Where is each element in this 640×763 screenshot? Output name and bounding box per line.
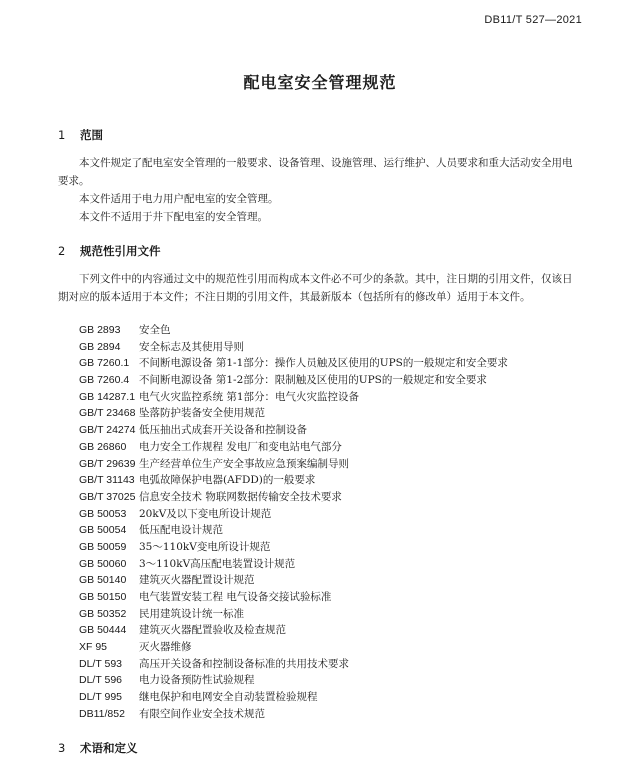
reference-title: 20kV及以下变电所设计规范 xyxy=(139,507,272,520)
reference-title: 建筑灭火器配置验收及检查规范 xyxy=(139,624,286,637)
reference-title: 电力安全工作规程 发电厂和变电站电气部分 xyxy=(139,440,342,453)
reference-item xyxy=(79,706,508,723)
reference-item xyxy=(79,556,508,573)
reference-item xyxy=(79,672,508,689)
reference-code: GB 50150 xyxy=(79,591,127,603)
section-1-heading xyxy=(58,127,103,143)
reference-title: 3～110kV高压配电装置设计规范 xyxy=(139,557,296,570)
reference-item xyxy=(79,389,508,406)
reference-title: 电气火灾监控系统 第1部分：电气火灾监控设备 xyxy=(139,390,360,403)
reference-code: GB 26860 xyxy=(79,440,127,453)
reference-code: GB 7260.1 xyxy=(79,357,130,370)
reference-title: 灭火器维修 xyxy=(139,641,192,654)
section-title: 规范性引用文件 xyxy=(80,244,161,258)
reference-list xyxy=(79,322,508,723)
reference-item xyxy=(79,522,508,539)
reference-item xyxy=(79,489,508,506)
scope-paragraph-1: 本文件规定了配电室安全管理的一般要求、设备管理、设施管理、运行维护、人员要求和重大活动安全用电要求。 xyxy=(58,157,573,187)
reference-title: 坠落防护装备安全使用规范 xyxy=(139,407,265,420)
reference-title: 不间断电源设备 第1-1部分：操作人员触及区使用的UPS的一般规定和安全要求 xyxy=(139,357,508,370)
reference-title: 建筑灭火器配置设计规范 xyxy=(139,574,255,587)
reference-code: GB/T 24274 xyxy=(79,424,136,437)
reference-code: DB11/852 xyxy=(79,707,125,720)
reference-code: GB 2894 xyxy=(79,340,121,353)
document-code: DB11/T 527—2021 xyxy=(484,14,582,26)
reference-code: GB/T 29639 xyxy=(79,457,136,470)
reference-title: 有限空间作业安全技术规范 xyxy=(139,707,265,720)
reference-code: GB 7260.4 xyxy=(79,374,130,387)
reference-code: GB 50054 xyxy=(79,524,127,537)
reference-title: 继电保护和电网安全自动装置检验规程 xyxy=(139,691,318,704)
reference-code: GB 50059 xyxy=(79,540,127,553)
reference-code: GB 50444 xyxy=(79,624,127,637)
reference-code: GB 2893 xyxy=(79,324,121,336)
reference-item xyxy=(79,606,508,623)
reference-item xyxy=(79,689,508,706)
reference-title: 信息安全技术 物联网数据传输安全技术要求 xyxy=(139,490,342,503)
reference-item xyxy=(79,339,508,356)
reference-title: 低压抽出式成套开关设备和控制设备 xyxy=(139,424,307,437)
reference-title: 高压开关设备和控制设备标准的共用技术要求 xyxy=(139,657,349,670)
document-title: 配电室安全管理规范 xyxy=(243,73,397,92)
reference-item xyxy=(79,405,508,422)
section-3-heading xyxy=(58,740,138,756)
reference-title: 安全标志及其使用导则 xyxy=(139,340,244,353)
reference-title: 生产经营单位生产安全事故应急预案编制导则 xyxy=(139,457,349,470)
reference-item xyxy=(79,355,508,372)
scope-paragraph-2: 本文件适用于电力用户配电室的安全管理。 xyxy=(79,193,279,205)
reference-item xyxy=(79,372,508,389)
reference-item xyxy=(79,622,508,639)
section-number: 1 xyxy=(58,128,66,142)
reference-item xyxy=(79,456,508,473)
reference-code: DL/T 593 xyxy=(79,657,122,670)
reference-item xyxy=(79,589,508,606)
reference-code: GB 50352 xyxy=(79,607,127,620)
reference-code: GB 14287.1 xyxy=(79,390,136,403)
reference-item xyxy=(79,439,508,456)
reference-code: GB 50060 xyxy=(79,557,127,570)
reference-item xyxy=(79,639,508,656)
reference-code: GB 50053 xyxy=(79,507,127,520)
reference-item xyxy=(79,572,508,589)
reference-title: 低压配电设计规范 xyxy=(139,524,223,537)
scope-paragraph-3: 本文件不适用于井下配电室的安全管理。 xyxy=(79,211,268,223)
section-number: 2 xyxy=(58,244,66,258)
reference-item xyxy=(79,539,508,556)
reference-code: XF 95 xyxy=(79,641,108,654)
reference-item xyxy=(79,656,508,673)
reference-title: 民用建筑设计统一标准 xyxy=(139,607,244,620)
reference-code: GB/T 23468 xyxy=(79,407,136,420)
reference-title: 电气装置安装工程 电气设备交接试验标准 xyxy=(139,591,332,603)
references-intro: 下列文件中的内容通过文中的规范性引用而构成本文件必不可少的条款。其中，注日期的引用文件，仅该日期对应的版本适用于本文件；不注日期的引用文件，其最新版本（包括所有的修改单）适用于本文件。 xyxy=(58,273,573,303)
reference-title: 不间断电源设备 第1-2部分：限制触及区使用的UPS的一般规定和安全要求 xyxy=(139,374,487,387)
section-title: 术语和定义 xyxy=(80,741,138,755)
reference-title: 35～110kV变电所设计规范 xyxy=(139,540,271,553)
reference-title: 电力设备预防性试验规程 xyxy=(139,674,255,687)
reference-title: 安全色 xyxy=(139,324,171,336)
reference-code: GB/T 37025 xyxy=(79,490,136,503)
reference-item xyxy=(79,472,508,489)
reference-item xyxy=(79,322,508,339)
reference-code: DL/T 596 xyxy=(79,674,122,687)
section-title: 范围 xyxy=(80,128,103,142)
reference-item xyxy=(79,422,508,439)
reference-code: GB/T 31143 xyxy=(79,474,135,487)
reference-title: 电弧故障保护电器(AFDD)的一般要求 xyxy=(139,474,316,487)
section-2-heading xyxy=(58,243,161,259)
section-number: 3 xyxy=(58,741,66,755)
reference-item xyxy=(79,506,508,523)
reference-code: GB 50140 xyxy=(79,574,127,587)
reference-code: DL/T 995 xyxy=(79,691,122,704)
